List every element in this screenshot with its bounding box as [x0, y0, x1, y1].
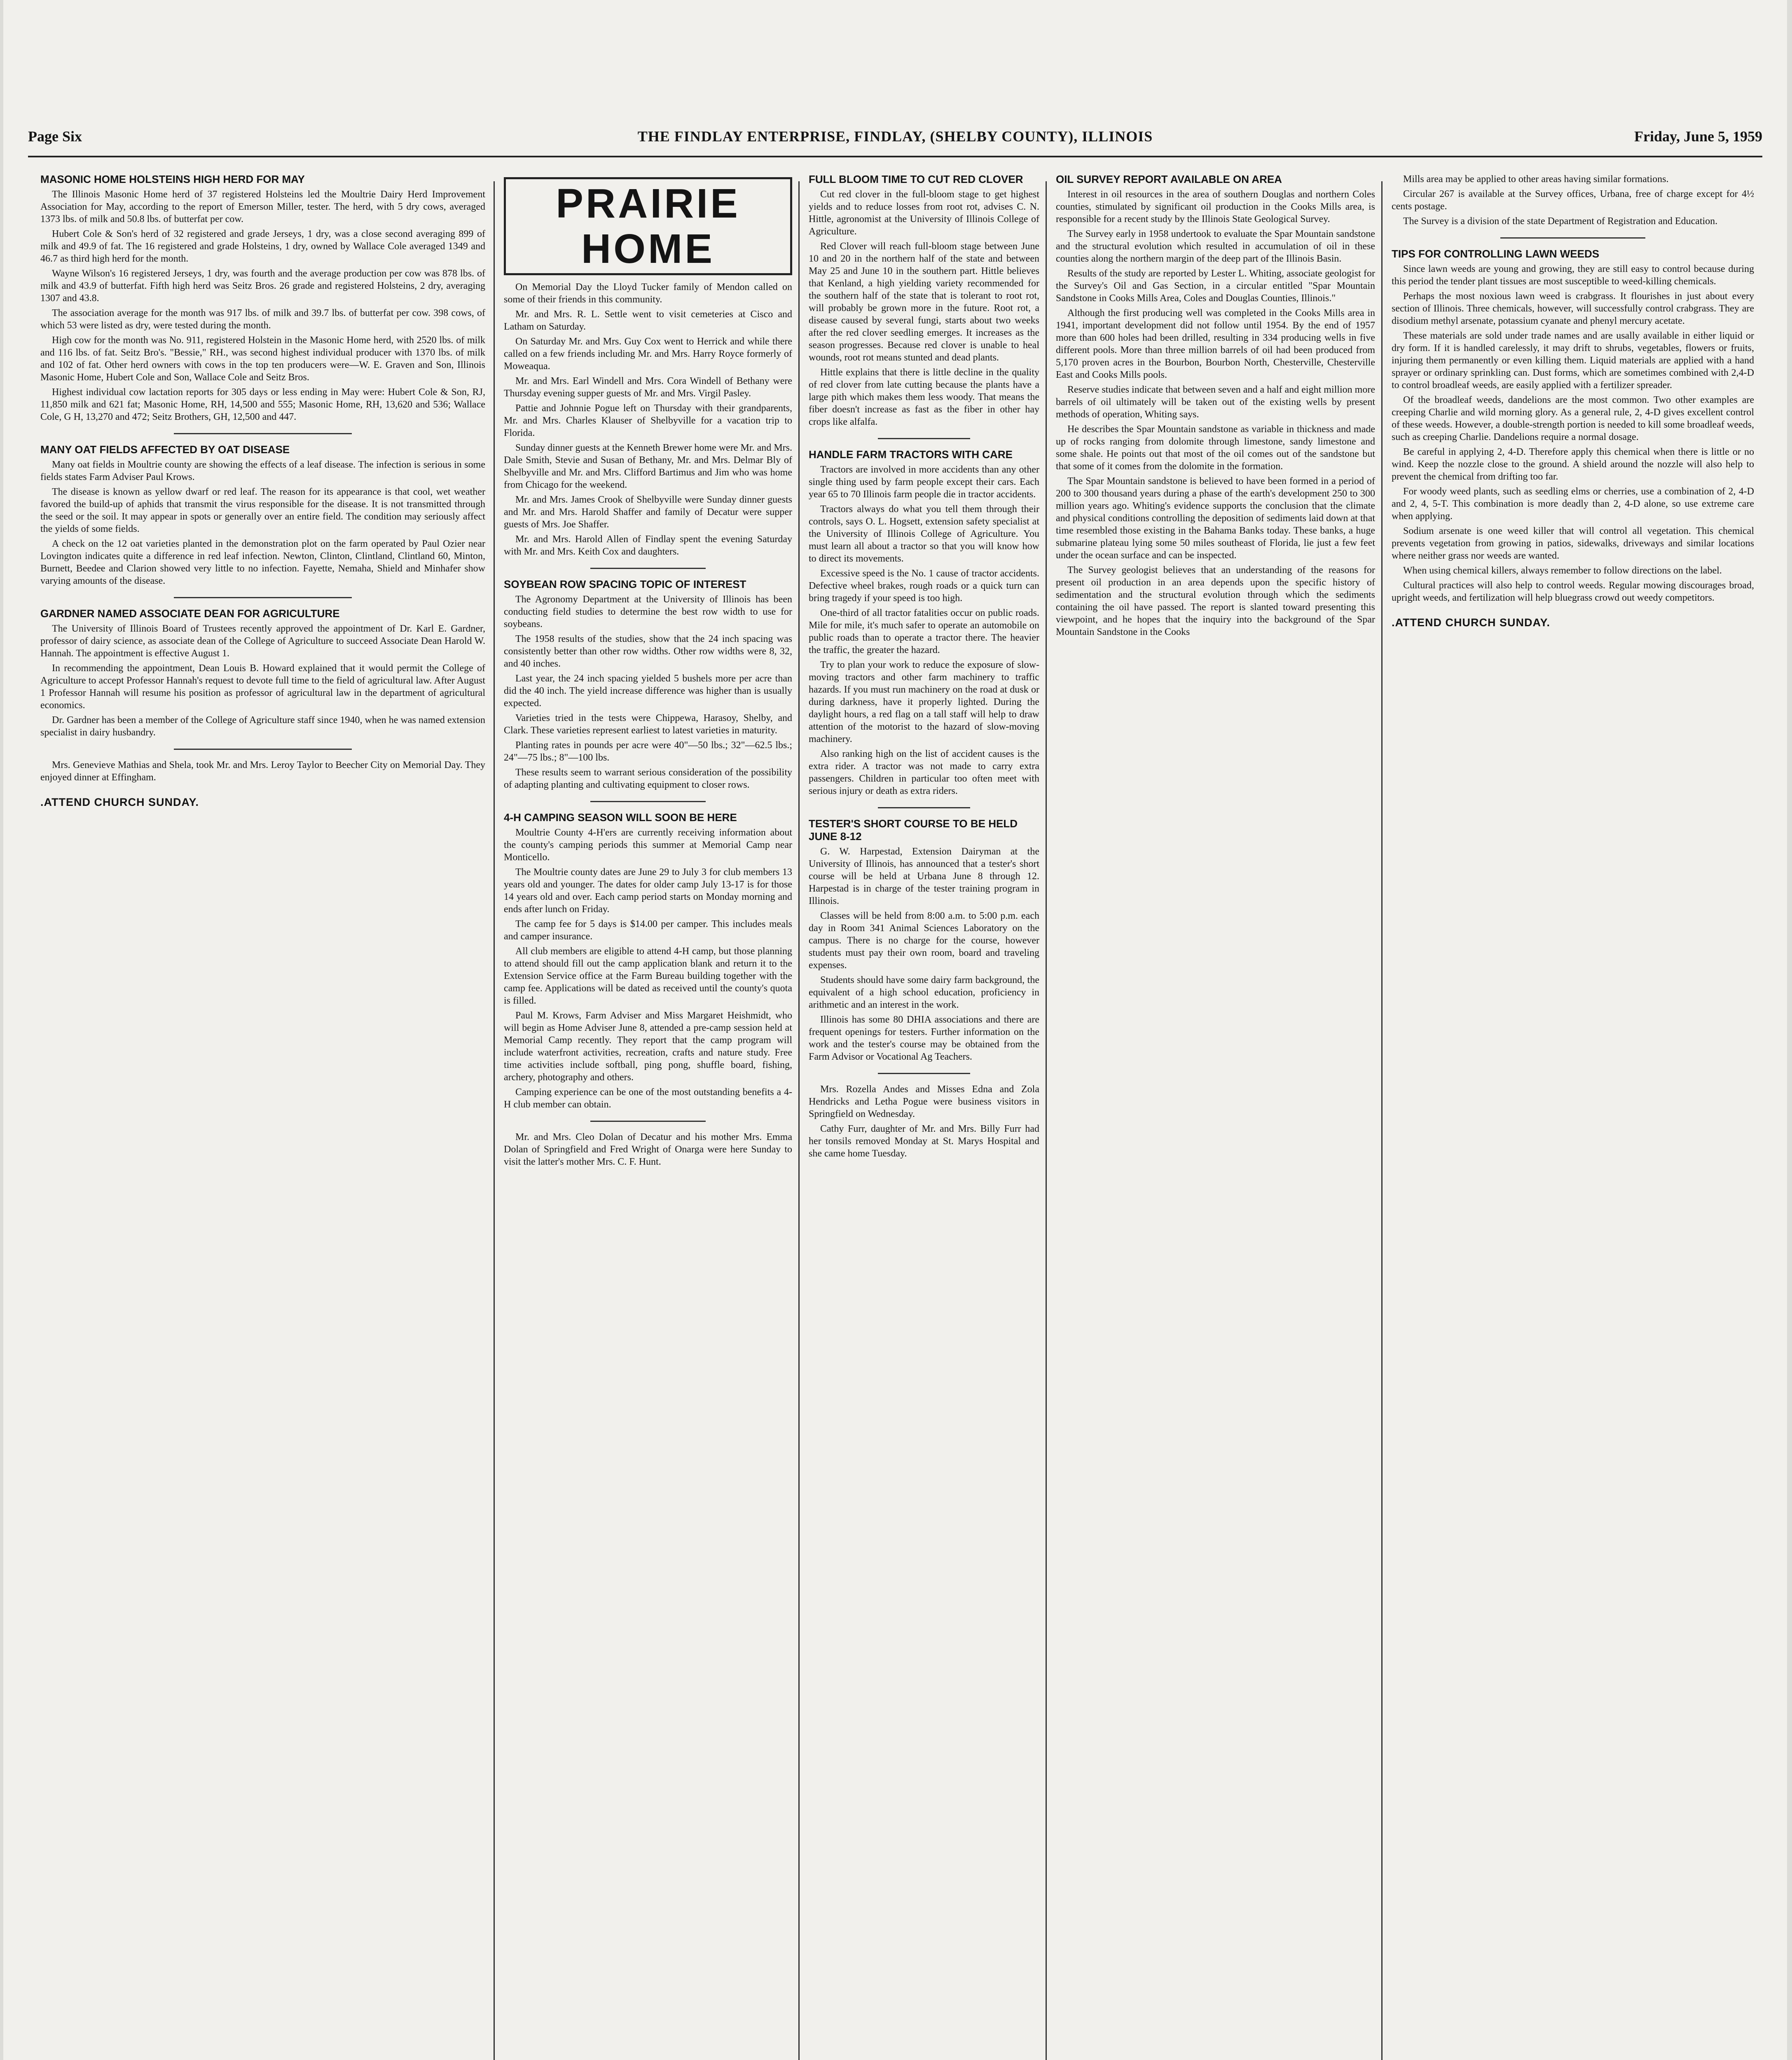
social-note: Mr. and Mrs. Earl Windell and Mrs. Cora Windell of Bethany were Thursday evening supper guests of Mr. and Mrs. Virgil Pasley.: [504, 376, 792, 399]
paragraph: G. W. Harpestad, Extension Dairyman at the University of Illinois, has announced that a tester's short course will be held at Urbana June 8 through 12. Harpestad is in charge of the tester training program in Illinois.: [809, 846, 1039, 906]
paragraph: He describes the Spar Mountain sandstone as variable in thickness and made up of rocks ranging from dolomite through limestone, sandy limestone and some shale. He points out that most of the oil comes out of the sandstone but that some of it comes from the dolomite in the formation.: [1056, 424, 1375, 472]
paragraph: Students should have some dairy farm background, the equivalent of a high school education, proficiency in arithmetic and an interest in the work.: [809, 975, 1039, 1010]
paragraph: Interest in oil resources in the area of southern Douglas and northern Coles counties, stimulated by significant oil production in the Cooks Mills area, is responsible for a recent study by the Illinois State Geological Survey.: [1056, 189, 1375, 225]
paragraph: Hittle explains that there is little decline in the quality of red clover from late cutting because the plants have a large pith which makes them less woody. That means the fiber doesn't increase as fast as the fiber in other hay crops like alfalfa.: [809, 367, 1039, 427]
social-note: Mrs. Rozella Andes and Misses Edna and Zola Hendricks and Letha Pogue were business visitors in Springfield on Wednesday.: [809, 1084, 1039, 1119]
attend-church-notice: .ATTEND CHURCH SUNDAY.: [40, 796, 199, 808]
paragraph: Excessive speed is the No. 1 cause of tractor accidents. Defective wheel brakes, rough roads or a quick turn can bring tragedy if your speed is too high.: [809, 568, 1039, 604]
column-divider: [1046, 181, 1047, 2060]
article-separator: [878, 1073, 970, 1074]
column-2: [504, 173, 792, 2060]
paragraph: Tractors are involved in more accidents than any other single thing used by farm people except their cars. Each year 65 to 70 Illinois farm people die in tractor accidents.: [809, 464, 1039, 500]
headline: 4-H CAMPING SEASON WILL SOON BE HERE: [504, 811, 737, 824]
paragraph: The Survey is a division of the state Department of Registration and Education.: [1403, 216, 1718, 227]
paragraph: Camping experience can be one of the most outstanding benefits a 4-H club member can obtain.: [504, 1087, 792, 1110]
paragraph: High cow for the month was No. 911, registered Holstein in the Masonic Home herd, with 2520 lbs. of milk and 116 lbs. of fat. Seitz Bro's. "Bessie," RH., was second highest individual producer with 1370 lbs. of milk and 102 of fat. Other herd owners with cows in the top ten producers were—W. E. Graven and Son, Illinois Masonic Home, Hubert Cole and Son, Wallace Cole and Seitz Bros.: [40, 335, 485, 383]
article-tester-course: [809, 817, 1039, 1063]
paragraph: When using chemical killers, always remember to follow directions on the label.: [1403, 565, 1722, 576]
paragraph: For woody weed plants, such as seedling elms or cherries, use a combination of 2, 4-D and 2, 4, 5-T. This combination is more deadly than 2, 4-D alone, so use extreme care when applying.: [1392, 486, 1754, 522]
column-divider: [494, 181, 495, 2060]
paragraph: The Moultrie county dates are June 29 to July 3 for club members 13 years old and younger. The dates for older camp July 13-17 is for those 14 years old and over. Each camp period starts on Monday morning and ends after lunch on Friday.: [504, 867, 792, 915]
social-note: On Memorial Day the Lloyd Tucker family of Mendon called on some of their friends in this community.: [504, 282, 792, 305]
article-tractors: [809, 448, 1039, 797]
paragraph: These results seem to warrant serious consideration of the possibility of adapting planting and cultivating equipment to closer rows.: [504, 767, 792, 790]
paragraph: A check on the 12 oat varieties planted in the demonstration plot on the farm operated by Paul Ozier near Lovington indicates quite a difference in red leaf infection. Newton, Clinton, Clintland, Clintland 60, Minton, Burnett, Beedee and Clarion showed very little to no infection. Fayette, Nemaha, Shield and Minhafer show varying amounts of the disease.: [40, 538, 485, 586]
column-4: [1056, 173, 1375, 2060]
paragraph: Red Clover will reach full-bloom stage between June 10 and 20 in the northern half of the state and between May 25 and June 10 in the southern part. Hittle believes that Kenland, a high yielding variety recommended for the southern half of the state that is tolerant to root rot, will probably be grown more in the future. Root rot, a disease caused by several fungi, starts about two weeks after the red clover seedling emerges. It increases as the season progresses. Because red clover is unable to heal wounds, root rot means stunted and dead plants.: [809, 241, 1039, 363]
article-soybean: [504, 578, 792, 791]
article-4h-camping: [504, 811, 792, 1111]
paragraph: The 1958 results of the studies, show that the 24 inch spacing was consistently better than other row widths. Other row widths were 8, 32, and 40 inches.: [504, 634, 792, 669]
paragraph: The Survey early in 1958 undertook to evaluate the Spar Mountain sandstone and the structural evolution which resulted in accumulation of oil in these counties along the northern margin of the deep part of the Illinois Basin.: [1056, 229, 1375, 264]
social-note: Mr. and Mrs. Harold Allen of Findlay spent the evening Saturday with Mr. and Mrs. Keith Cox and daughters.: [504, 534, 792, 557]
paragraph: Although the first producing well was completed in the Cooks Mills area in 1941, important development did not follow until 1954. By the end of 1957 more than 600 holes had been drilled, resulting in 334 producing wells in five different pools. More than three million barrels of oil had been produced from 5,170 proven acres in the Bourbon, Bourbon North, Chesterville, Chesterville East and Cooks Mills pools.: [1056, 308, 1375, 380]
paragraph: Paul M. Krows, Farm Adviser and Miss Margaret Heishmidt, who will begin as Home Adviser June 8, attended a pre-camp session held at Memorial Camp recently. They report that the camp program will include waterfront activities, recreation, crafts and nature study. Free time activities include softball, ping pong, shuffle board, fishing, archery, photography and others.: [504, 1010, 792, 1083]
paragraph: The disease is known as yellow dwarf or red leaf. The reason for its appearance is that cool, wet weather favored the build-up of aphids that transmit the virus responsible for the disease. It is not transmitted through the seed or the soil. It may appear in spots or generally over an entire field. The condition may seriously affect the yields of some fields.: [40, 487, 485, 534]
paragraph: The Agronomy Department at the University of Illinois has been conducting field studies to determine the best row width to use for soybeans.: [504, 594, 792, 630]
headline: TESTER'S SHORT COURSE TO BE HELD JUNE 8-12: [809, 817, 1018, 843]
prairie-home-masthead: PRAIRIE HOME: [504, 177, 792, 275]
social-note: Mr. and Mrs. James Crook of Shelbyville were Sunday dinner guests and Mr. and Mrs. Harold Shaffer and family of Decatur were supper guests of Mrs. Joe Shaffer.: [504, 494, 792, 530]
article-holsteins: [40, 173, 485, 423]
page-number: Page Six: [28, 128, 82, 145]
paragraph: Since lawn weeds are young and growing, they are still easy to control because during this period the tender plant tissues are most susceptible to weed-killing chemicals.: [1392, 264, 1754, 287]
column-5: [1392, 173, 1754, 2060]
page-header: [28, 124, 1762, 157]
headline: GARDNER NAMED ASSOCIATE DEAN FOR AGRICULTURE: [40, 607, 340, 620]
attend-church-notice: .ATTEND CHURCH SUNDAY.: [1392, 616, 1551, 629]
newspaper-page: [3, 0, 1787, 2060]
article-separator: [1500, 237, 1645, 239]
social-note: Pattie and Johnnie Pogue left on Thursday with their grandparents, Mr. and Mrs. Charles Klauser of Shelbyville for a vacation trip to Florida.: [504, 403, 792, 438]
headline: FULL BLOOM TIME TO CUT RED CLOVER: [809, 173, 1023, 185]
column-divider: [798, 181, 800, 2060]
paragraph: Circular 267 is available at the Survey offices, Urbana, free of charge except for 4½ cents postage.: [1392, 189, 1754, 212]
article-separator: [174, 749, 352, 750]
paragraph: Tractors always do what you tell them through their controls, says O. L. Hogsett, extension safety specialist at the University of Illinois College of Agriculture. You must learn all about a tractor so that you will know how to direct its movements.: [809, 504, 1039, 564]
paragraph: Hubert Cole & Son's herd of 32 registered and grade Jerseys, 1 dry, was a close second averaging 899 of milk and 49.9 of fat. The 16 registered and grade Holsteins, 1 dry, owned by Wallace Cole averaged 1349 and 46.7 as third high herd for the month.: [40, 229, 485, 264]
paragraph: Try to plan your work to reduce the exposure of slow-moving tractors and other farm machinery to traffic hazards. If you must run machinery on the road at dusk or during darkness, have it properly lighted. During the daylight hours, a red flag on a tall staff will help to draw attention of the motorist to the hazard of slow-moving machinery.: [809, 660, 1039, 744]
article-separator: [590, 801, 706, 802]
paragraph: Many oat fields in Moultrie county are showing the effects of a leaf disease. The infection is serious in some fields states Farm Adviser Paul Krows.: [40, 459, 485, 482]
headline: HANDLE FARM TRACTORS WITH CARE: [809, 448, 1013, 461]
column-1: [40, 173, 485, 2060]
paragraph: One-third of all tractor fatalities occur on public roads. Mile for mile, it's much safer to operate an automobile on public roads than to operate a tractor there. The heavier the traffic, the greater the hazard.: [809, 608, 1039, 655]
header-rule: [28, 156, 1762, 157]
paragraph: The Illinois Masonic Home herd of 37 registered Holsteins led the Moultrie Dairy Herd Improvement Association for May, according to the report of Emerson Miller, tester. The herd, with 5 dry cows, averaged 1373 lbs. of milk and 50.8 lbs. of butterfat per cow.: [40, 189, 485, 225]
paragraph: Cut red clover in the full-bloom stage to get highest yields and to reduce losses from root rot, advises C. N. Hittle, agronomist at the University of Illinois College of Agriculture.: [809, 189, 1039, 237]
paragraph: Dr. Gardner has been a member of the College of Agriculture staff since 1940, when he was named extension specialist in dairy husbandry.: [40, 715, 485, 738]
column-3: [809, 173, 1039, 2060]
headline: TIPS FOR CONTROLLING LAWN WEEDS: [1392, 248, 1600, 260]
social-note: Mrs. Genevieve Mathias and Shela, took Mr. and Mrs. Leroy Taylor to Beecher City on Memorial Day. They enjoyed dinner at Effingham.: [40, 760, 485, 783]
paragraph: Reserve studies indicate that between seven and a half and eight million more barrels of oil ultimately will be taken out of the existing wells by present methods of operation, Whiting says.: [1056, 384, 1375, 420]
article-separator: [174, 433, 352, 434]
paragraph: The Survey geologist believes that an understanding of the reasons for present oil production in an area depends upon the specific history of sedimentation and the structural evolution through which the sediments containing the oil have passed. The report is slanted toward presenting this viewpoint, and he hopes that the inquiry into the background of the Spar Mountain Sandstone in the Cooks: [1056, 565, 1375, 637]
article-red-clover: [809, 173, 1039, 428]
social-note: Sunday dinner guests at the Kenneth Brewer home were Mr. and Mrs. Dale Smith, Stevie and Susan of Bethany, Mr. and Mrs. Delmar Bly of Shelbyville and Mr. and Mrs. Clifford Bartimus and Jim who was home from Chicago for the weekend.: [504, 442, 792, 490]
paragraph: All club members are eligible to attend 4-H camp, but those planning to attend should fill out the camp application blank and return it to the Extension Service office at the Farm Bureau building together with the camp fee. Applications will be dated as received until the county's quota is filled.: [504, 946, 792, 1006]
paragraph: Classes will be held from 8:00 a.m. to 5:00 p.m. each day in Room 341 Animal Sciences Laboratory on the campus. There is no charge for the course, however students must pay their own room, board and traveling expenses.: [809, 911, 1039, 971]
paragraph: Cultural practices will also help to control weeds. Regular mowing discourages broad, upright weeds, and fertilization will help bluegrass crowd out weedy competitors.: [1392, 580, 1754, 603]
article-separator: [878, 807, 970, 808]
social-note: Mr. and Mrs. R. L. Settle went to visit cemeteries at Cisco and Latham on Saturday.: [504, 309, 792, 332]
article-separator: [878, 438, 970, 439]
paragraph: Planting rates in pounds per acre were 40"—50 lbs.; 32"—62.5 lbs.; 24"—75 lbs.; 8"—100 lbs.: [504, 740, 792, 763]
article-oat-fields: [40, 443, 485, 587]
paragraph: Wayne Wilson's 16 registered Jerseys, 1 dry, was fourth and the average production per cow was 878 lbs. of milk and 43.9 of butterfat. Fifth high herd was Seitz Bros. 26 grade and registered Holsteins, 2 dry, averaging 1307 and 43.8.: [40, 268, 485, 304]
social-note: On Saturday Mr. and Mrs. Guy Cox went to Herrick and while there called on a few friends including Mr. and Mrs. Harry Royce formerly of Moweaqua.: [504, 336, 792, 372]
article-separator: [590, 568, 706, 569]
article-lawn-weeds: [1392, 248, 1754, 604]
paragraph: In recommending the appointment, Dean Louis B. Howard explained that it would permit the College of Agriculture to accept Professor Hannah's request to devote full time to the field of agricultural law. After August 1 Professor Hannah will resume his position as professor of agricultural law in the department of agricultural economics.: [40, 663, 485, 711]
article-separator: [174, 597, 352, 598]
newspaper-title: THE FINDLAY ENTERPRISE, FINDLAY, (SHELBY COUNTY), ILLINOIS: [637, 128, 1153, 145]
article-gardner: [40, 607, 485, 739]
article-oil-survey: [1056, 173, 1375, 638]
paragraph: The association average for the month was 917 lbs. of milk and 39.7 lbs. of butterfat per cow. 398 cows, of which 53 were listed as dry, were tested during the month.: [40, 308, 485, 331]
paragraph: Perhaps the most noxious lawn weed is crabgrass. It flourishes in just about every section of Illinois. Three chemicals, however, will successfully control crabgrass. They are disodium methyl arsenate, potassium cyanate and phenyl mercury acetate.: [1392, 291, 1754, 326]
paragraph: Of the broadleaf weeds, dandelions are the most common. Two other examples are creeping Charlie and wild morning glory. As a general rule, 2, 4-D gives excellent control of these weeds. However, a double-strength portion is needed to kill some broadleaf weeds, such as creeping Charlie. Dandelions require a normal dosage.: [1392, 395, 1754, 442]
paragraph: The camp fee for 5 days is $14.00 per camper. This includes meals and camper insurance.: [504, 919, 792, 942]
article-separator: [590, 1121, 706, 1122]
issue-date: Friday, June 5, 1959: [1634, 128, 1762, 145]
paragraph: Moultrie County 4-H'ers are currently receiving information about the county's camping periods this summer at Memorial Camp near Monticello.: [504, 827, 792, 863]
paragraph: Last year, the 24 inch spacing yielded 5 bushels more per acre than did the 40 inch. The yield increase difference was higher than is usually expected.: [504, 673, 792, 709]
paragraph: Varieties tried in the tests were Chippewa, Harasoy, Shelby, and Clark. These varieties represent earliest to latest varieties in maturity.: [504, 713, 792, 736]
column-divider: [1381, 181, 1383, 2060]
headline: OIL SURVEY REPORT AVAILABLE ON AREA: [1056, 173, 1282, 185]
paragraph: These materials are sold under trade names and are usally available in either liquid or dry form. If it is handled carelessly, it may drift to shrubs, vegetables, flowers or fruits, injuring them permanently or even killing them. Liquid materials are applied with a hand sprayer or ordinary sprinkling can. Dust forms, which are sometimes combined with 2,4-D to control broadleaf weeds, are easily applied with a fertilizer spreader.: [1392, 330, 1754, 391]
paragraph: The Spar Mountain sandstone is believed to have been formed in a period of 200 to 300 thousand years during a phase of the earth's development 250 to 300 million years ago. Whiting's evidence supports the conclusion that the climate and physical conditions controlling the deposition of sediments laid down at that time resembled those existing in the Bahama Banks today. These banks, a huge submarine plateau lying some 50 miles southeast of Florida, lie just a few feet under the ocean surface and can be inspected.: [1056, 476, 1375, 561]
paragraph: Illinois has some 80 DHIA associations and there are frequent openings for testers. Further information on the work and the tester's course may be obtained from the Farm Advisor or Vocational Ag Teachers.: [809, 1014, 1039, 1062]
paragraph: Also ranking high on the list of accident causes is the extra rider. A tractor was not made to carry extra passengers. Children in particular too often meet with serious injury or death as extra riders.: [809, 749, 1039, 796]
paragraph: Be careful in applying 2, 4-D. Therefore apply this chemical when there is little or no wind. Keep the nozzle close to the ground. A shield around the nozzle will also help to prevent the chemical from drifting too far.: [1392, 447, 1754, 482]
paragraph: Mills area may be applied to other areas having similar formations.: [1403, 174, 1669, 185]
paragraph: The University of Illinois Board of Trustees recently approved the appointment of Dr. Karl E. Gardner, professor of dairy science, as associate dean of the College of Agriculture to succeed Associate Dean Harold W. Hannah. The appointment is effective August 1.: [40, 623, 485, 659]
paragraph: Sodium arsenate is one weed killer that will control all vegetation. This chemical prevents vegetation from growing in patios, sidewalks, driveways and similar locations where neither grass nor weeds are wanted.: [1392, 526, 1754, 561]
social-note: Cathy Furr, daughter of Mr. and Mrs. Billy Furr had her tonsils removed Monday at St. Marys Hospital and she came home Tuesday.: [809, 1124, 1039, 1159]
social-note: Mr. and Mrs. Cleo Dolan of Decatur and his mother Mrs. Emma Dolan of Springfield and Fred Wright of Onarga were here Sunday to visit the latter's mother Mrs. C. F. Hunt.: [504, 1132, 792, 1167]
headline: SOYBEAN ROW SPACING TOPIC OF INTEREST: [504, 578, 746, 590]
headline: MASONIC HOME HOLSTEINS HIGH HERD FOR MAY: [40, 173, 305, 185]
paragraph: Highest individual cow lactation reports for 305 days or less ending in May were: Hubert Cole & Son, RJ, 11,850 milk and 621 fat; Masonic Home, RH, 14,500 and 555; Masonic Home, RH, 13,620 and 536; Wallace Cole, G H, 13,270 and 472; Seitz Brothers, GH, 12,500 and 447.: [40, 387, 485, 422]
headline: MANY OAT FIELDS AFFECTED BY OAT DISEASE: [40, 443, 290, 456]
paragraph: Results of the study are reported by Lester L. Whiting, associate geologist for the Survey's Oil and Gas Section, in a circular entitled "Spar Mountain Sandstone in Cooks Mills Area, Coles and Douglas Counties, Illinois.": [1056, 268, 1375, 304]
